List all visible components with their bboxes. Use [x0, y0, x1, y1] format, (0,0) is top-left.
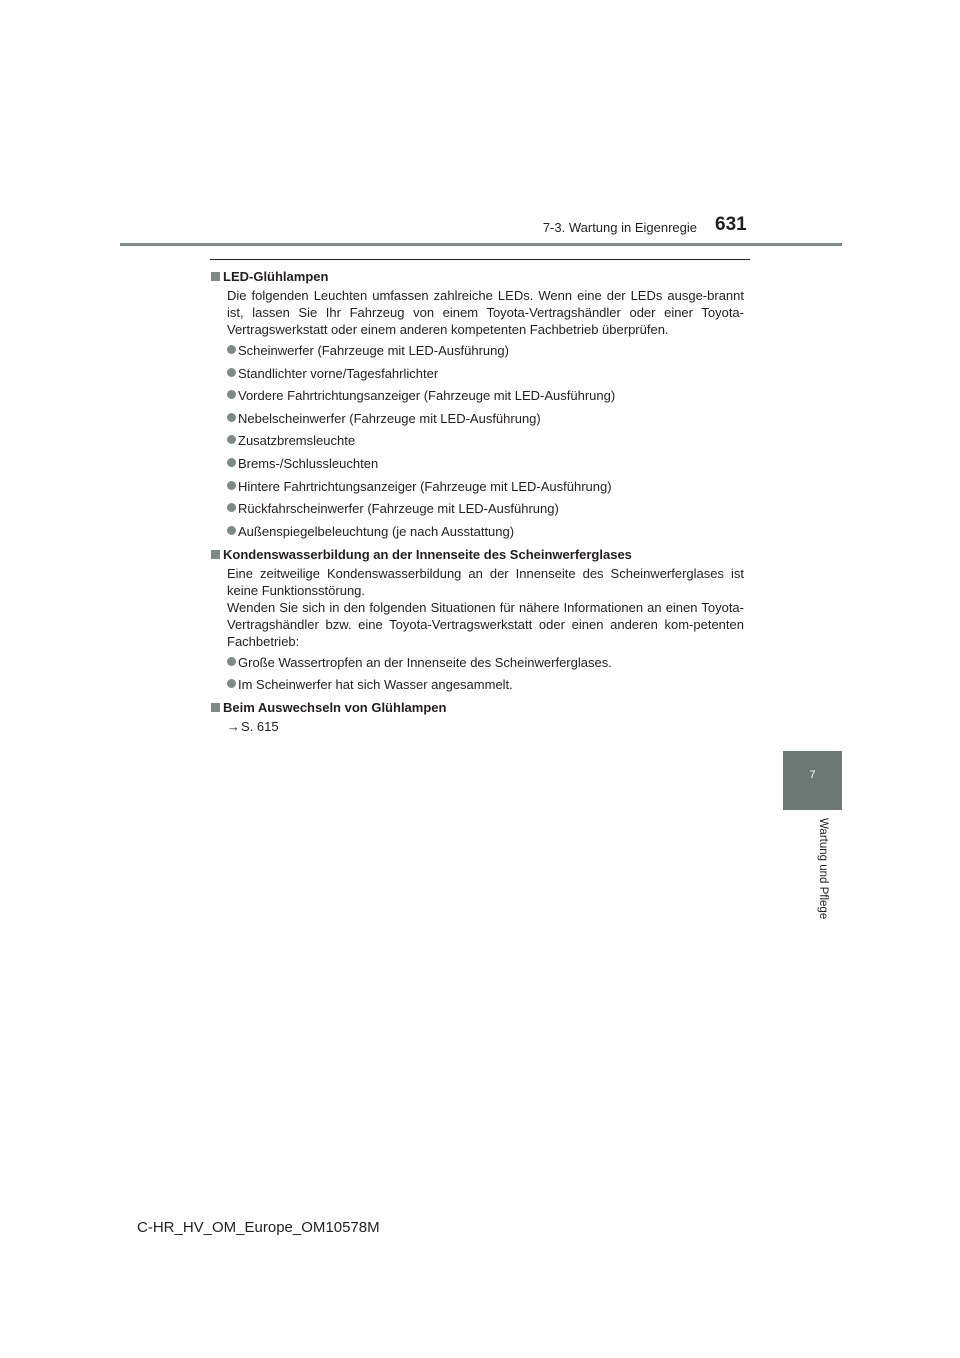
list-item: Rückfahrscheinwerfer (Fahrzeuge mit LED-Ausführung)	[227, 500, 744, 517]
section-heading-text: Kondenswasserbildung an der Innenseite des Scheinwerferglases	[223, 546, 632, 562]
list-item: Vordere Fahrtrichtungsanzeiger (Fahrzeuge mit LED-Ausführung)	[227, 387, 744, 404]
header-rule	[120, 243, 842, 246]
page-number: 631	[715, 214, 747, 235]
page-reference-text: S. 615	[241, 719, 279, 735]
section-led-bulbs	[210, 268, 744, 540]
bullet-dot-icon	[227, 435, 236, 444]
list-item: Standlichter vorne/Tagesfahrlichter	[227, 365, 744, 382]
bullet-dot-icon	[227, 413, 236, 422]
list-item: Außenspiegelbeleuchtung (je nach Ausstattung)	[227, 523, 744, 540]
chapter-tab	[783, 751, 842, 810]
section-heading-text: Beim Auswechseln von Glühlampen	[223, 700, 447, 716]
chapter-number: 7	[809, 769, 816, 781]
bullet-dot-icon	[227, 345, 236, 354]
bullet-dot-icon	[227, 657, 236, 666]
section-title: 7-3. Wartung in Eigenregie	[542, 220, 697, 235]
section-heading-text: LED-Glühlampen	[223, 269, 329, 284]
bullet-dot-icon	[227, 481, 236, 490]
list-item: Scheinwerfer (Fahrzeuge mit LED-Ausführung)	[227, 342, 744, 359]
list-item: Nebelscheinwerfer (Fahrzeuge mit LED-Ausführung)	[227, 410, 744, 427]
section-heading	[210, 268, 744, 285]
bullet-dot-icon	[227, 390, 236, 399]
arrow-right-icon: →	[227, 719, 240, 735]
bullet-dot-icon	[227, 526, 236, 535]
page-content	[210, 268, 744, 741]
list-item: Im Scheinwerfer hat sich Wasser angesammelt.	[227, 676, 744, 693]
list-item: Große Wassertropfen an der Innenseite des Scheinwerferglases.	[227, 654, 744, 671]
bullet-dot-icon	[227, 458, 236, 467]
section-condensation	[210, 546, 744, 694]
paragraph: Wenden Sie sich in den folgenden Situationen für nähere Informationen an einen Toyota-Vertragshändler bzw. eine Toyota-Vertragswerkstatt oder einen anderen kom-petenten Fachbetrieb:	[227, 599, 744, 649]
page-reference[interactable]	[210, 718, 744, 735]
document-id: C-HR_HV_OM_Europe_OM10578M	[137, 1219, 380, 1236]
square-bullet-icon	[211, 703, 220, 712]
paragraph: Eine zeitweilige Kondenswasserbildung an der Innenseite des Scheinwerferglases ist keine Funktionsstörung.	[227, 565, 744, 598]
paragraph: Die folgenden Leuchten umfassen zahlreiche LEDs. Wenn eine der LEDs ausge-brannt ist, lassen Sie Ihr Fahrzeug von einem Toyota-Vertragshändler oder einer Toyota-Vertragswerkstatt oder einem anderen kompetenten Fachbetrieb überprüfen.	[227, 288, 744, 337]
bullet-dot-icon	[227, 503, 236, 512]
chapter-label: Wartung und Pflege	[817, 818, 829, 920]
content-top-rule	[210, 259, 750, 260]
list-item: Brems-/Schlussleuchten	[227, 455, 744, 472]
bullet-dot-icon	[227, 368, 236, 377]
section-heading	[210, 546, 744, 563]
square-bullet-icon	[211, 550, 220, 559]
bullet-list	[210, 342, 744, 540]
section-bulb-replacement	[210, 699, 744, 735]
square-bullet-icon	[211, 272, 220, 281]
bullet-dot-icon	[227, 679, 236, 688]
bullet-list	[210, 654, 744, 694]
list-item: Zusatzbremsleuchte	[227, 432, 744, 449]
chapter-label-area	[783, 810, 842, 950]
section-heading	[210, 699, 744, 716]
list-item: Hintere Fahrtrichtungsanzeiger (Fahrzeuge mit LED-Ausführung)	[227, 478, 744, 495]
